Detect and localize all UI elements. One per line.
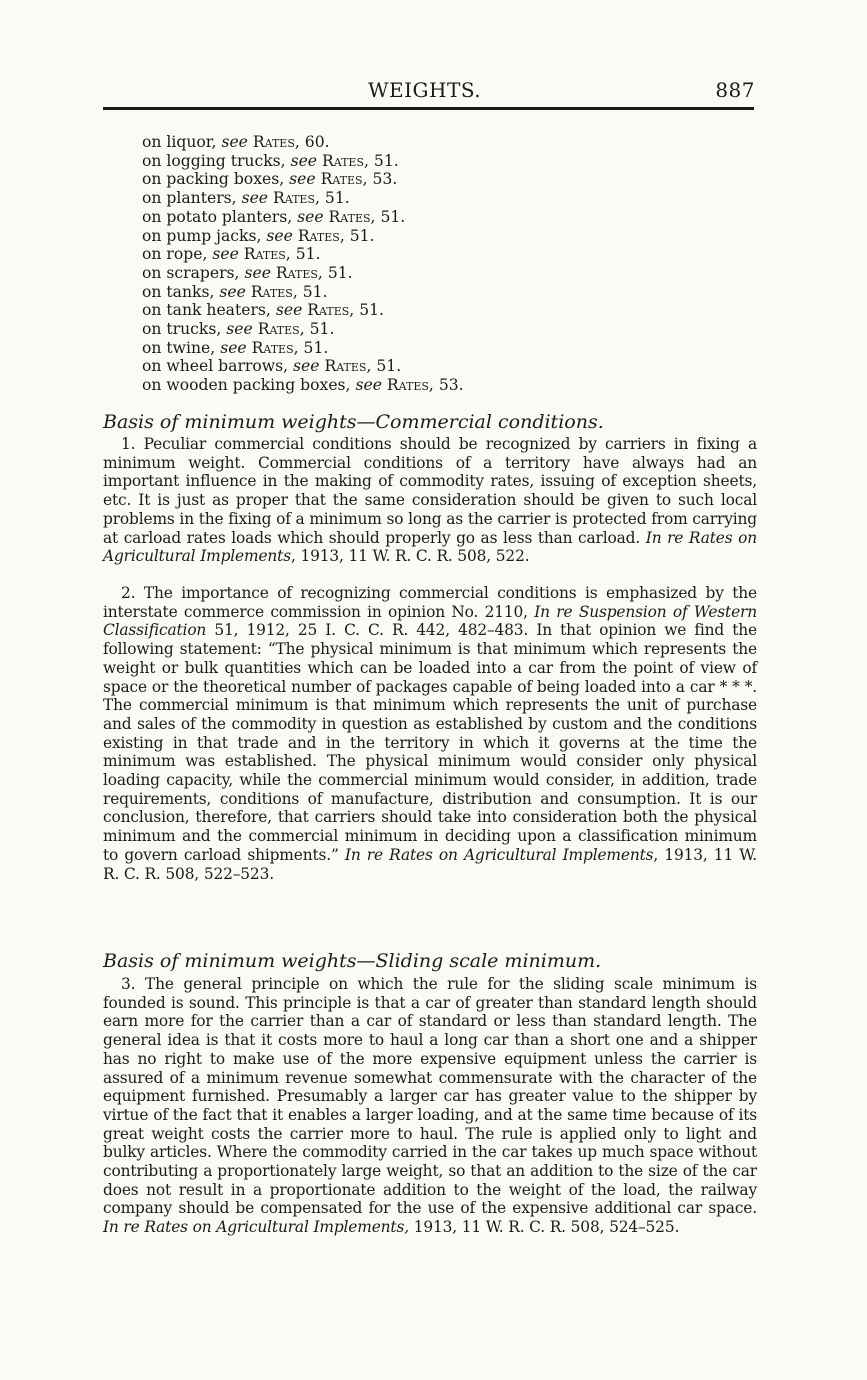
index-entry-rates: Rates (257, 320, 300, 339)
index-entry-subject: on rope, (142, 245, 213, 264)
index-entry-section: , 53. (428, 376, 464, 395)
index-entry-see: see (355, 376, 382, 395)
index-entry-subject: on packing boxes, (142, 170, 290, 189)
index-entry-see: see (221, 133, 248, 151)
paragraph-3-citation-tail: 1913, 11 W. R. C. R. 508, 524–525. (408, 1218, 680, 1237)
index-entry-subject: on trucks, (142, 320, 227, 339)
index-entry (142, 264, 702, 283)
index-entry-subject: on scrapers, (142, 263, 245, 282)
index-entry (142, 133, 702, 152)
index-entry-rates: Rates (275, 263, 318, 282)
index-entry (142, 283, 702, 302)
index-entry-rates: Rates (307, 301, 350, 320)
index-entry-rates: Rates (324, 357, 367, 376)
header-rule (103, 107, 754, 110)
index-entry-section: , 51. (339, 226, 375, 245)
paragraph-1-text: 1. Peculiar commercial conditions should be recognized by carriers in fixing a minimum weight. Commercial conditions of a territory have always had an important influence in the making of commodity rates, issuing of exception sheets, etc. It is just as proper that the same consideration should be given to such local problems in the fixing of a minimum so long as the carrier is protected from carrying at carload rates loads which should properly go as less than carload. (103, 435, 757, 547)
paragraph-1-citation: In re Rates on Agricultural Implements (103, 528, 757, 566)
index-entry-rates: Rates (273, 189, 315, 208)
index-entry-section: , 51. (364, 151, 399, 170)
index-entry-see: see (293, 357, 320, 376)
index-entry-subject: on tanks, (142, 282, 220, 301)
paragraph-3-citation: In re Rates on Agricultural Implements, (103, 1218, 409, 1237)
index-entry-rates: Rates (328, 207, 371, 226)
index-entry (142, 320, 702, 339)
index-entries (142, 133, 702, 395)
index-entry-subject: on logging trucks, (142, 151, 291, 170)
index-entry-subject: on tank heaters, (142, 301, 276, 320)
paragraph-2-citation-tail: , 1913, 11 W. R. C. R. 508, 522–523. (103, 845, 757, 883)
section-heading-sliding-scale: Basis of minimum weights—Sliding scale minimum. (103, 950, 602, 972)
paragraph-3 (103, 975, 757, 1237)
index-entry-subject: on pump jacks, (142, 226, 267, 245)
index-entry-see: see (289, 170, 316, 189)
header-title: WEIGHTS. (368, 78, 482, 102)
paragraph-2-case-name: In re Suspension of Western Classification (103, 602, 758, 640)
paragraph-3-text: 3. The general principle on which the rule for the sliding scale minimum is founded is sound. This principle is that a car of greater than standard length should earn more for the carrier than a car of standard or less than standard length. The general idea is that it costs more to haul a long car than a short one and a shipper has no right to make use of the more expensive equipment unless the carrier is assured of a minimum revenue somewhat commensurate with the character of the equipment furnished. Presumably a larger car has greater value to the shipper by virtue of the fact that it enables a larger loading, and at the same time because of its great weight costs the carrier more to haul. The rule is applied only to light and bulky articles. Where the commodity carried in the car takes up much space without contributing a proportionately large weight, so that an addition to the size of the car does not result in a proportionate addition to the weight of the load, the railway company should be compensated for the use of the expensive additional car space. (103, 975, 757, 1218)
index-entry-rates: Rates (322, 151, 364, 170)
index-entry-subject: on wooden packing boxes, (142, 376, 356, 395)
index-entry-see: see (244, 263, 271, 282)
index-entry (142, 189, 702, 208)
index-entry-rates: Rates (250, 282, 293, 301)
paragraph-2-citation: In re Rates on Agricultural Implements (344, 845, 654, 864)
index-entry (142, 376, 702, 395)
index-entry-section: , 51. (285, 245, 321, 264)
index-entry-section: , 51. (299, 320, 335, 339)
index-entry-section: , 51. (317, 263, 353, 282)
paragraph-2 (103, 584, 757, 883)
index-entry-rates: Rates (243, 245, 286, 264)
index-entry-see: see (297, 207, 324, 226)
index-entry (142, 339, 702, 358)
index-entry-section: , 60. (294, 133, 330, 151)
index-entry-rates: Rates (251, 338, 294, 357)
index-entry-rates: Rates (252, 133, 295, 151)
index-entry-rates: Rates (320, 170, 363, 189)
index-entry-subject: on wheel barrows, (142, 357, 294, 376)
index-entry-section: , 51. (366, 357, 402, 376)
index-entry-see: see (290, 151, 318, 170)
index-entry-see: see (212, 245, 239, 264)
index-entry-section: , 53. (362, 170, 398, 189)
index-entry-section: , 51. (292, 282, 328, 301)
index-entry (142, 357, 702, 376)
index-entry-section: , 51. (349, 301, 384, 320)
index-entry (142, 245, 702, 264)
index-entry-section: , 51. (315, 189, 350, 208)
index-entry-section: , 51. (293, 338, 329, 357)
index-entry (142, 301, 702, 320)
running-header (103, 78, 755, 102)
index-entry-section: , 51. (370, 207, 406, 226)
index-entry (142, 152, 702, 171)
paragraph-1 (103, 435, 757, 566)
paragraph-2-text-b: 51, 1912, 25 I. C. C. R. 442, 482–483. In that opinion we find the following statement: “The physical minimum is that minimum which represents the weight or bulk quantities which can be loaded into a car from the point of view of space or the theoretical number of packages capable of being loaded into a car * * *. The commercial minimum is that minimum which represents the unit of purchase and sales of the commodity in question as established by custom and the conditions existing in that trade and in the territory in which it governs at the time the minimum was established. The physical minimum would consider only physical loading capacity, while the commercial minimum would consider, in addition, trade requirements, conditions of manufacture, distribution and consumption. It is our conclusion, therefore, that carriers should take into consideration both the physical minimum and the commercial minimum in deciding upon a classification minimum to govern carload shipments.” (103, 621, 757, 864)
index-entry (142, 170, 702, 189)
index-entry-see: see (275, 301, 303, 320)
index-entry-subject: on potato planters, (142, 207, 298, 226)
index-entry-see: see (266, 226, 293, 245)
page-number: 887 (715, 78, 755, 102)
index-entry-subject: on planters, (142, 189, 242, 208)
index-entry-rates: Rates (386, 376, 429, 395)
paragraph-2-text-a: 2. The importance of recognizing commercial conditions is emphasized by the interstate commerce commission in opinion No. 2110, (103, 584, 757, 621)
index-entry (142, 227, 702, 246)
index-entry-see: see (241, 189, 269, 208)
paragraph-1-citation-tail: , 1913, 11 W. R. C. R. 508, 522. (290, 547, 530, 566)
index-entry-see: see (220, 338, 247, 357)
index-entry (142, 208, 702, 227)
index-entry-subject: on twine, (142, 338, 221, 357)
index-entry-rates: Rates (297, 226, 340, 245)
section-heading-commercial-conditions: Basis of minimum weights—Commercial conditions. (103, 411, 604, 433)
index-entry-see: see (226, 320, 253, 339)
index-entry-see: see (219, 282, 246, 301)
index-entry-subject: on liquor, (142, 133, 222, 151)
